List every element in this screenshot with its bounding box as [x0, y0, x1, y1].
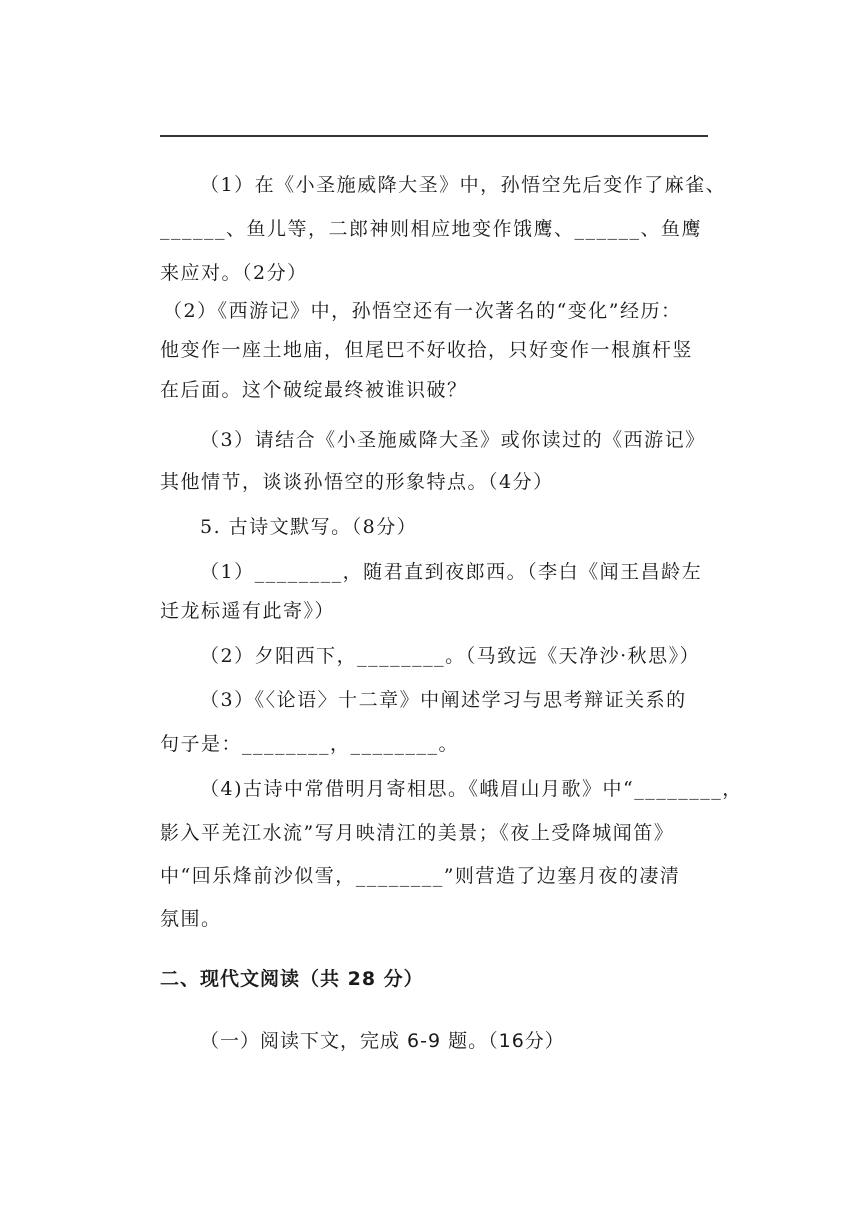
subsection-1-heading: （一）阅读下文，完成 6-9 题。（16分） — [200, 1030, 565, 1052]
question-5-1-line-1: （1）________，随君直到夜郎西。（李白《闻王昌龄左 — [200, 561, 703, 583]
header-rule — [160, 135, 708, 137]
question-5-4-line-2: 影入平羌江水流”写月映清江的美景；《夜上受降城闻笛》 — [160, 822, 675, 844]
question-5-3-line-2: 句子是：________，________。 — [160, 733, 460, 755]
question-5-1-line-2: 迁龙标遥有此寄》） — [160, 600, 336, 622]
question-4-1-line-2: ______、鱼儿等，二郎神则相应地变作饿鹰、______、鱼鹰 — [160, 218, 703, 240]
question-5-4-line-4: 氛围。 — [160, 908, 222, 930]
question-4-1-line-3: 来应对。（2分） — [160, 262, 308, 284]
question-4-2-line-1: （2）《西游记》中，孙悟空还有一次著名的“变化”经历： — [163, 300, 682, 322]
question-4-2-line-3: 在后面。这个破绽最终被谁识破？ — [160, 379, 468, 401]
question-4-1-line-1: （1）在《小圣施威降大圣》中，孙悟空先后变作了麻雀、 — [200, 174, 727, 196]
question-5-heading: 5. 古诗文默写。（8分） — [200, 516, 418, 538]
question-4-3-line-1: （3）请结合《小圣施威降大圣》或你读过的《西游记》 — [200, 429, 706, 451]
question-5-2-line: （2）夕阳西下，________。（马致远《天净沙·秋思》） — [200, 645, 701, 667]
question-4-2-line-2: 他变作一座土地庙，但尾巴不好收拾，只好变作一根旗杆竖 — [160, 339, 694, 361]
question-5-3-line-1: （3）《〈论语〉十二章》中阐述学习与思考辩证关系的 — [200, 689, 687, 711]
section-2-heading: 二、现代文阅读（共 28 分） — [160, 968, 424, 990]
question-5-4-line-1: （4)古诗中常借明月寄相思。《峨眉山月歌》中“________， — [200, 778, 743, 800]
question-5-4-line-3: 中“回乐烽前沙似雪，________”则营造了边塞月夜的凄清 — [160, 865, 681, 887]
question-4-3-line-2: 其他情节，谈谈孙悟空的形象特点。（4分） — [160, 471, 554, 493]
